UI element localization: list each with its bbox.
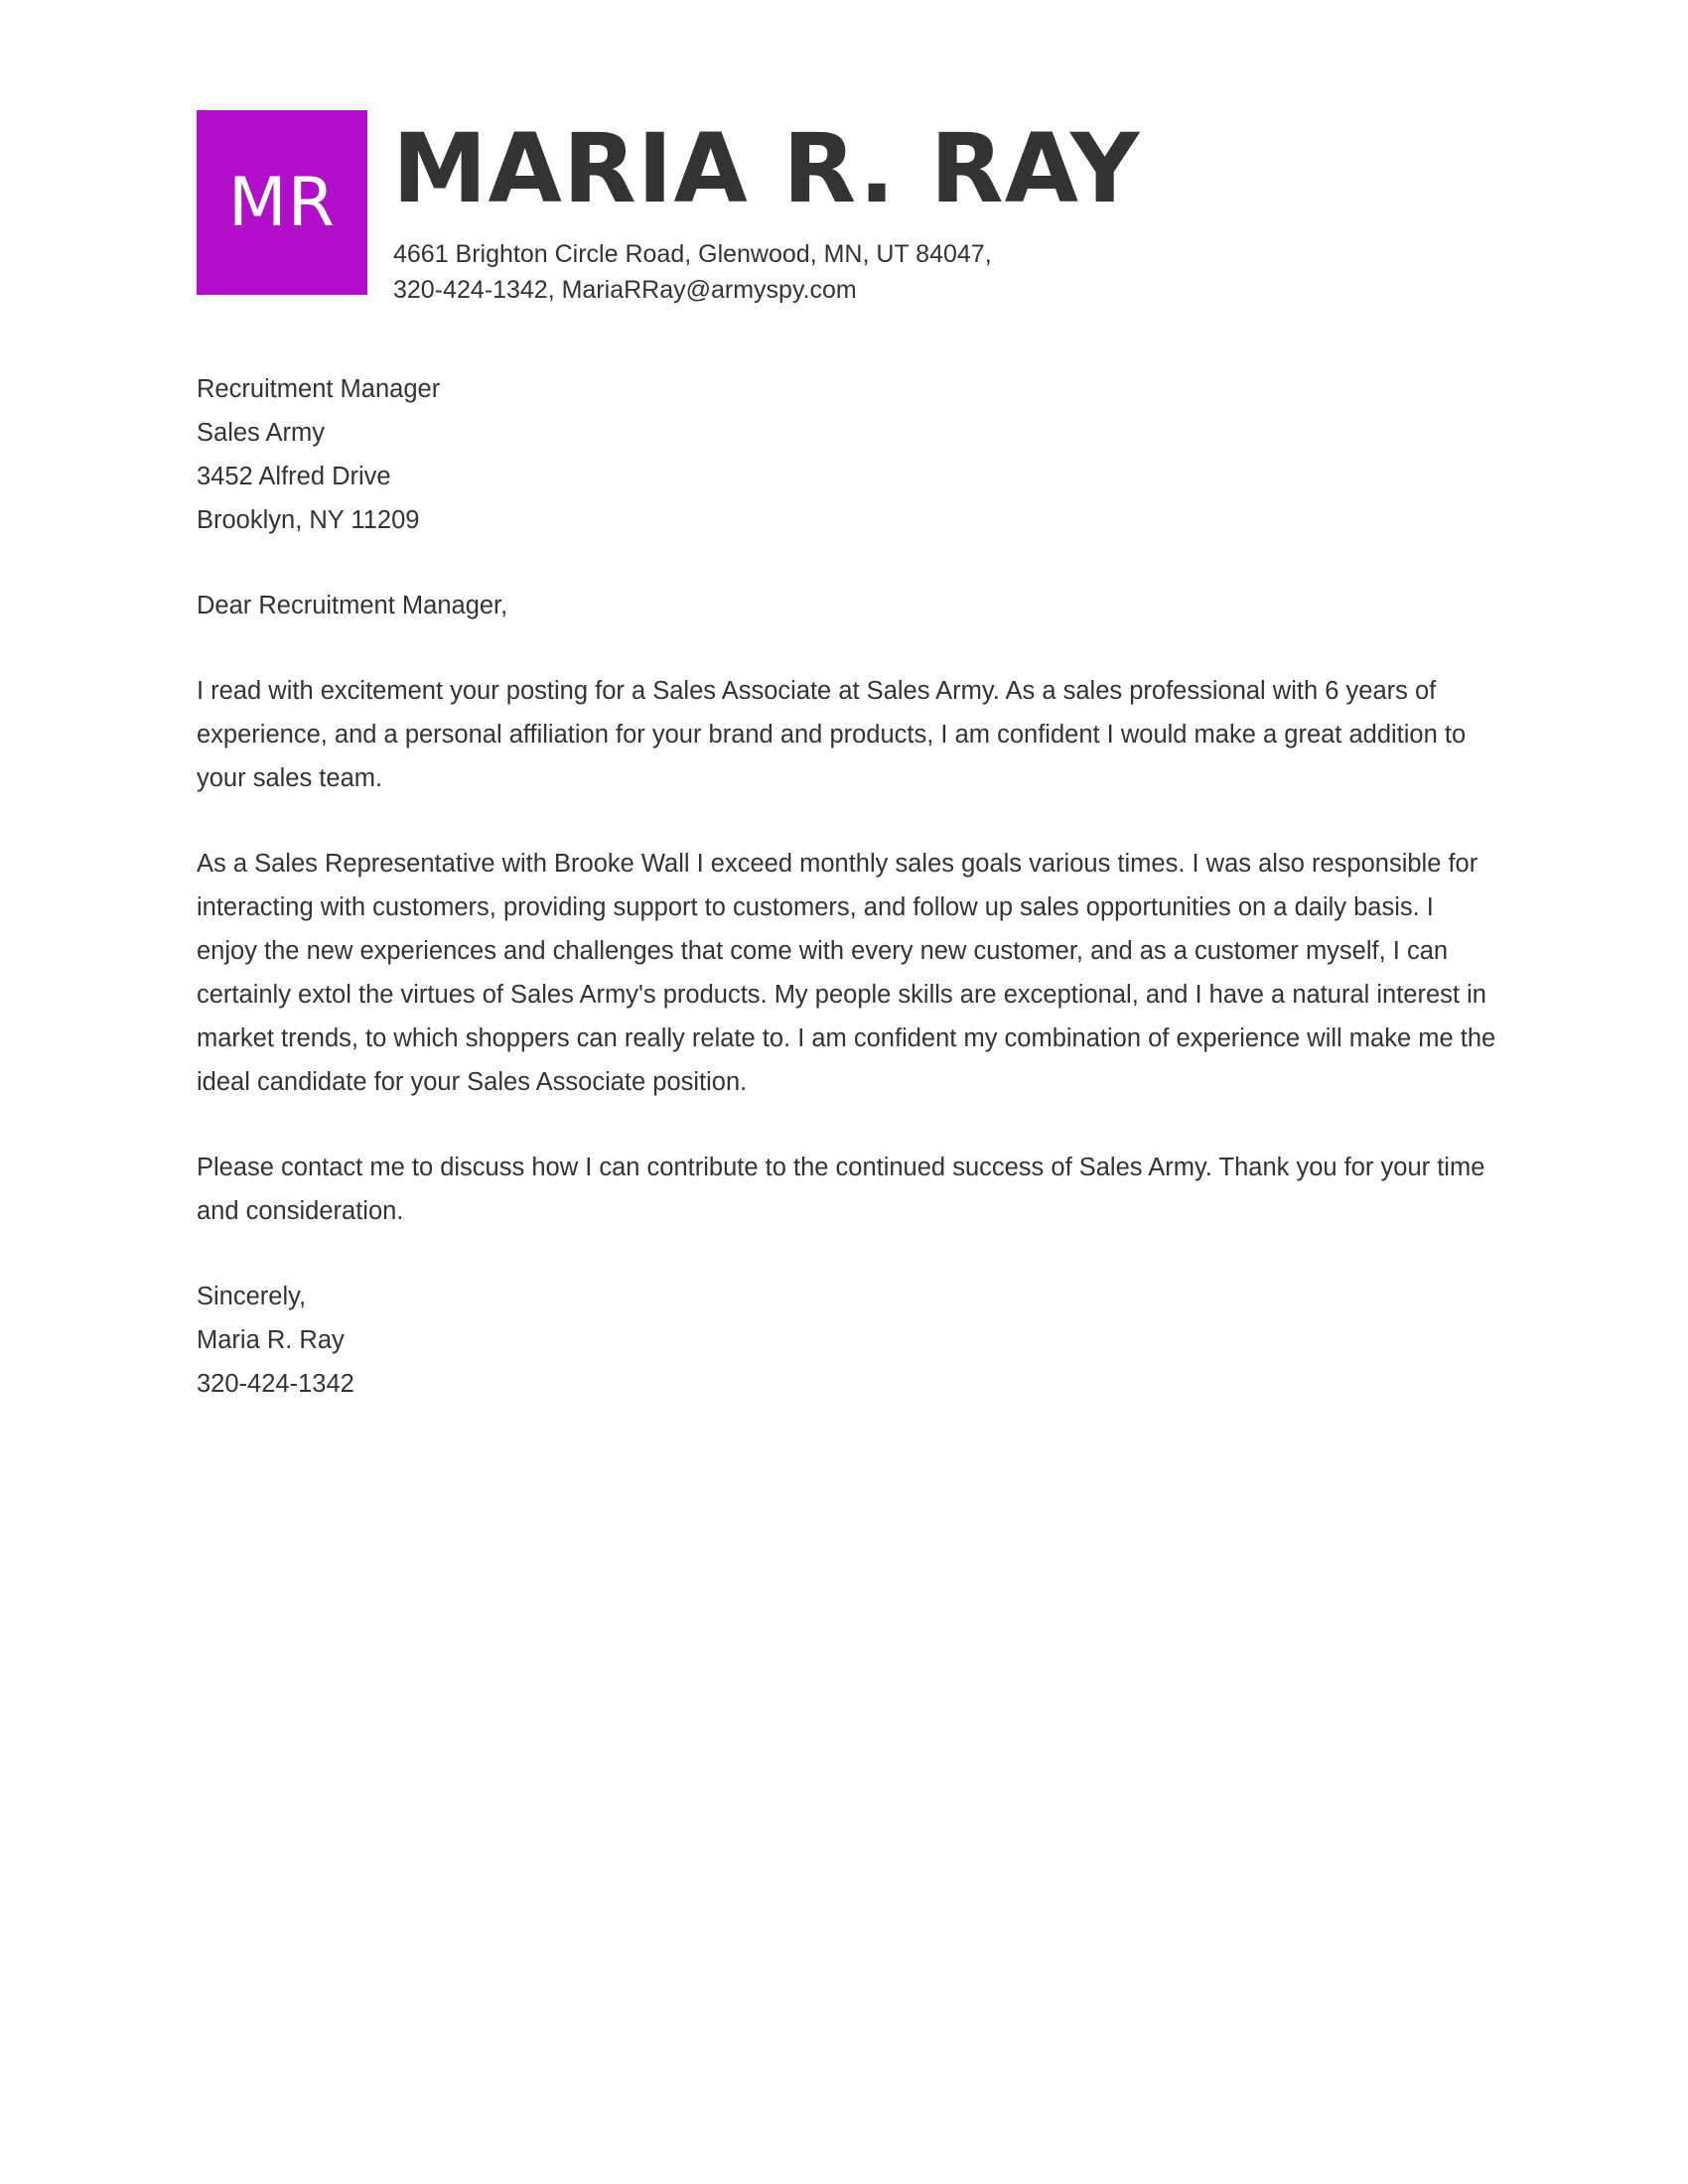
recipient-company: Sales Army (197, 419, 325, 447)
recipient-address (197, 367, 1497, 542)
applicant-name: MARIA R. RAY (392, 113, 1141, 224)
salutation: Dear Recruitment Manager, (197, 592, 508, 619)
signature-phone: 320-424-1342 (197, 1370, 354, 1398)
signature-name: Maria R. Ray (197, 1326, 345, 1354)
paragraph-experience: As a Sales Representative with Brooke Wall I exceed monthly sales goals various times. I was also responsible for interacting with customers, providing support to customers, and follow up sales opportunities on a daily basis. I enjoy the new experiences and challenges that come with every new customer, and as a customer myself, I can certainly extol the virtues of Sales Army's products. My people skills are exceptional, and I have a natural interest in market trends, to which shoppers can really relate to. I am confident my combination of experience will make me the ideal candidate for your Sales Associate position. (197, 850, 1496, 1096)
contact-info (393, 236, 992, 308)
recipient-city: Brooklyn, NY 11209 (197, 506, 420, 534)
letter-header (197, 110, 1487, 309)
valediction: Sincerely, (197, 1283, 307, 1310)
phone-email-line: 320-424-1342, MariaRRay@armyspy.com (393, 276, 857, 304)
address-line: 4661 Brighton Circle Road, Glenwood, MN, UT 84047, (393, 240, 992, 268)
recipient-street: 3452 Alfred Drive (197, 463, 391, 490)
sign-off (197, 1275, 1497, 1406)
paragraph-closing: Please contact me to discuss how I can contribute to the continued success of Sales Army. Thank you for your time and consideration. (197, 1154, 1485, 1225)
letter-body (197, 367, 1497, 1447)
recipient-title: Recruitment Manager (197, 375, 441, 403)
paragraph-intro: I read with excitement your posting for a Sales Associate at Sales Army. As a sales professional with 6 years of experience, and a personal affiliation for your brand and products, I am confident I would make a great addition to your sales team. (197, 677, 1467, 792)
monogram-badge: MR (197, 110, 367, 295)
